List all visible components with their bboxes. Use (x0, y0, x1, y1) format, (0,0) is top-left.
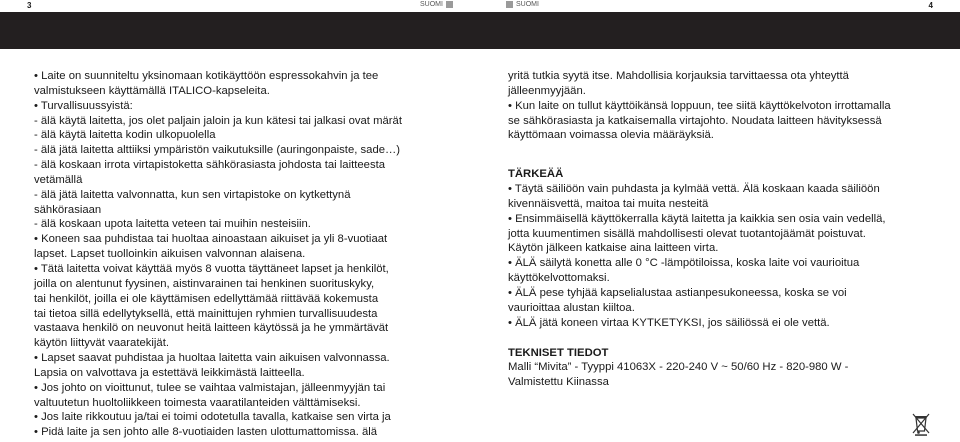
text-line: käyttömaan voimassa olevia määräyksiä. (508, 129, 714, 142)
text-line: tai tietoa sillä edellytyksellä, että mainittujen ryhmien turvallisuudesta (34, 307, 378, 320)
text-line: • Lapset saavat puhdistaa ja huoltaa laitetta vain aikuisen valvonnassa. (34, 352, 390, 365)
text-line: - älä koskaan irrota virtapistoketta sähkörasiasta johdosta tai laitteesta (34, 159, 386, 172)
text-line: • Ensimmäisellä käyttökerralla käytä laitetta ja kaikkia sen osia vain vedellä, (508, 212, 886, 225)
text-line: • Jos johto on vioittunut, tulee se vaihtaa valmistajan, jälleenmyyjän tai (34, 381, 386, 394)
text-line: vaurioittaa alustan kiiltoa. (508, 301, 635, 314)
text-line: tai henkilöt, joilla ei ole käyttämisen edellyttämää riittävää kokemusta (34, 292, 379, 305)
square-marker-icon (446, 1, 453, 8)
text-line: - älä jätä laitetta valvonnatta, kun sen virtapistoke on kytkettynä (34, 188, 351, 201)
text-line: jotta kuumentimen sisällä mahdollisesti olevat tuotantojäämät poistuvat. (508, 227, 866, 240)
text-line: • Kun laite on tullut käyttöikänsä loppuun, tee siitä käyttökelvoton irrottamalla (508, 99, 891, 112)
text-line: • Pidä laite ja sen johto alle 8-vuotiaiden lasten ulottumattomissa. älä (34, 426, 378, 439)
language-label-left (420, 1, 453, 8)
text-line: • ÄLÄ säilytä konetta alle 0 °C -lämpötiloissa, koska laite voi vaurioitua (508, 257, 860, 270)
right-column (508, 69, 928, 390)
text-line: yritä tutkia syytä itse. Mahdollisia korjauksia tarvittaessa ota yhteyttä (508, 70, 849, 82)
square-marker-icon (506, 1, 513, 8)
text-line: käyttökelvottomaksi. (508, 272, 610, 285)
spacer (508, 143, 928, 158)
text-line: käytön liittyvät vaaratekijät. (34, 337, 169, 350)
tech-specs-heading: TEKNISET TIEDOT (508, 346, 609, 359)
text-line: jälleenmyyjään. (508, 84, 586, 97)
text-line: sähkörasiaan (34, 203, 102, 216)
page-number-left: 3 (27, 1, 32, 10)
text-line: • ÄLÄ pese tyhjää kapselialustaa astianpesukoneessa, koska se voi (508, 286, 847, 299)
text-line: - älä käytä laitetta, jos olet paljain jaloin ja kun kätesi tai jalkasi ovat märät (34, 114, 402, 127)
text-line: kivennäisvettä, maitoa tai muita nesteitä (508, 197, 709, 210)
left-column (34, 69, 464, 440)
spacer (508, 158, 928, 167)
language-label-right (506, 1, 539, 8)
text-line: se sähkörasiasta ja katkaisemalla virtajohto. Noudata laitteen hävityksessä (508, 114, 882, 127)
text-line: valtuutetun huoltoliikkeen toimesta vaaratilanteiden välttämiseksi. (34, 396, 361, 409)
text-line: - älä jätä laitetta alttiiksi ympäristön vaikutuksille (auringonpaiste, sade…) (34, 144, 401, 157)
text-line: valmistukseen käyttämällä ITALICO-kapseleita. (34, 84, 270, 97)
page-header (0, 0, 960, 12)
header-band (0, 12, 960, 49)
text-line: • Täytä säiliöön vain puhdasta ja kylmää vettä. Älä koskaan kaada säiliöön (508, 183, 880, 196)
text-line: Lapsia on valvottava ja estettävä leikkimästä laitteella. (34, 366, 305, 379)
language-label-right-text: SUOMI (516, 1, 539, 8)
text-line: - älä koskaan upota laitetta veteen tai muihin nesteisiin. (34, 218, 311, 231)
text-line: Malli “Mivita” - Tyyppi 41063X - 220-240 V ~ 50/60 Hz - 820-980 W - (508, 361, 849, 374)
text-line: vastaava henkilö on neuvonut heitä laitteen käytössä ja he ymmärtävät (34, 322, 389, 335)
crossed-bin-icon (912, 412, 930, 436)
text-line: • Koneen saa puhdistaa tai huoltaa ainoastaan aikuiset ja yli 8-vuotiaat (34, 233, 388, 246)
language-label-left-text: SUOMI (420, 1, 443, 8)
spacer (508, 331, 928, 346)
text-line: • Turvallisuussyistä: (34, 99, 133, 112)
text-line: vetämällä (34, 173, 83, 186)
text-line: • Jos laite rikkoutuu ja/tai ei toimi odotetulla tavalla, katkaise sen virta ja (34, 411, 391, 424)
text-line: lapset. Lapset tuolloinkin aikuisen valvonnan alaisena. (34, 248, 306, 261)
text-line: • Tätä laitetta voivat käyttää myös 8 vuotta täyttäneet lapset ja henkilöt, (34, 262, 389, 275)
text-line: Valmistettu Kiinassa (508, 376, 609, 389)
text-line: Käytön jälkeen katkaise aina laitteen virta. (508, 242, 719, 255)
important-heading: TÄRKEÄÄ (508, 168, 564, 181)
text-line: • Laite on suunniteltu yksinomaan kotikäyttöön espressokahvin ja tee (34, 70, 379, 82)
text-line: • ÄLÄ jätä koneen virtaa KYTKETYKSI, jos säiliössä ei ole vettä. (508, 316, 830, 329)
text-line: - älä käytä laitetta kodin ulkopuolella (34, 129, 216, 142)
page-number-right: 4 (928, 1, 933, 10)
text-line: joilla on alentunut fyysinen, aistinvarainen tai henkinen suorituskyky, (34, 277, 375, 290)
